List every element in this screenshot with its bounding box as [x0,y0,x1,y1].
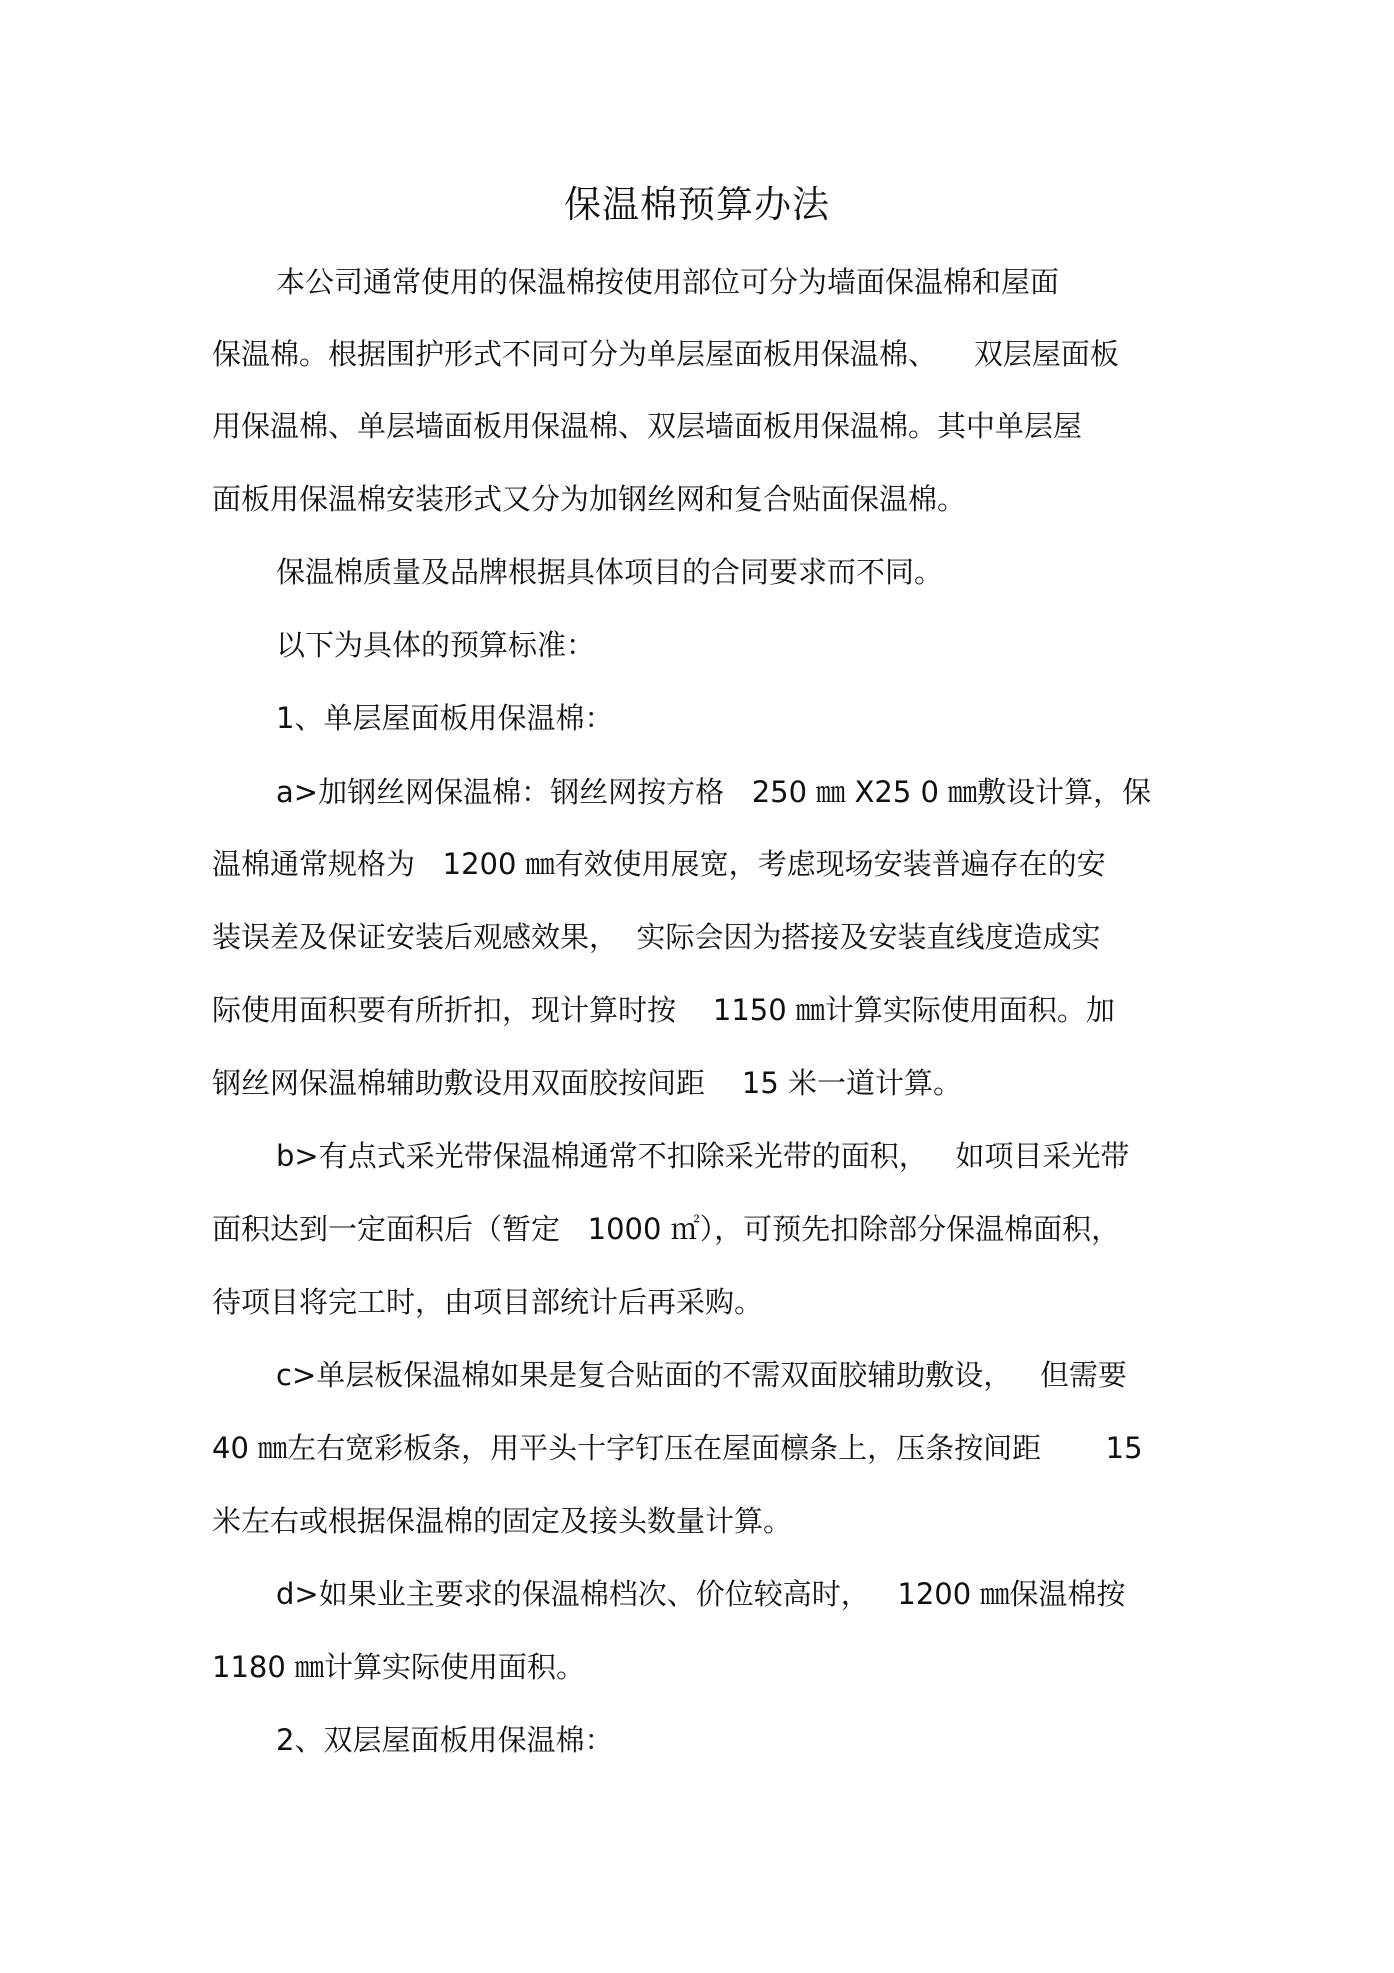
paragraph-line: 面积达到一定面积后（暂定 1000 ㎡），可预先扣除部分保温棉面积， [212,1212,1121,1246]
paragraph-line: 以下为具体的预算标准： [276,628,596,662]
paragraph-line: 40 ㎜左右宽彩板条，用平头十字钉压在屋面檩条上，压条按间距 15 [212,1431,1143,1465]
section-heading: 1、单层屋面板用保温棉： [276,701,614,735]
paragraph-line: b>有点式采光带保温棉通常不扣除采光带的面积， 如项目采光带 [276,1139,1130,1173]
paragraph-line: c>单层板保温棉如果是复合贴面的不需双面胶辅助敷设， 但需要 [276,1358,1127,1392]
paragraph-line: 待项目将完工时，由项目部统计后再采购。 [212,1285,764,1319]
paragraph-line: 装误差及保证安装后观感效果， 实际会因为搭接及安装直线度造成实 [212,920,1101,954]
paragraph-line: 温棉通常规格为 1200 ㎜有效使用展宽，考虑现场安装普遍存在的安 [212,847,1106,881]
paragraph-line: 保温棉质量及品牌根据具体项目的合同要求而不同。 [276,555,944,589]
paragraph-line: 保温棉。根据围护形式不同可分为单层屋面板用保温棉、 双层屋面板 [212,337,1119,371]
paragraph-line: d>如果业主要求的保温棉档次、价位较高时， 1200 ㎜保温棉按 [276,1577,1126,1611]
paragraph-line: 1180 ㎜计算实际使用面积。 [212,1650,586,1684]
paragraph-line: 面板用保温棉安装形式又分为加钢丝网和复合贴面保温棉。 [212,482,967,516]
paragraph-line: 用保温棉、单层墙面板用保温棉、双层墙面板用保温棉。其中单层屋 [212,409,1083,443]
section-heading: 2、双层屋面板用保温棉： [276,1723,614,1757]
paragraph-line: 际使用面积要有所折扣，现计算时按 1150 ㎜计算实际使用面积。加 [212,993,1115,1027]
paragraph-line: 钢丝网保温棉辅助敷设用双面胶按间距 15 米一道计算。 [212,1066,962,1100]
paragraph-line: 米左右或根据保温棉的固定及接头数量计算。 [212,1504,793,1538]
paragraph-line: 本公司通常使用的保温棉按使用部位可分为墙面保温棉和屋面 [276,265,1060,299]
paragraph-line: a>加钢丝网保温棉：钢丝网按方格 250 ㎜ X25 0 ㎜敷设计算，保 [276,775,1152,809]
document-title: 保温棉预算办法 [564,183,830,226]
